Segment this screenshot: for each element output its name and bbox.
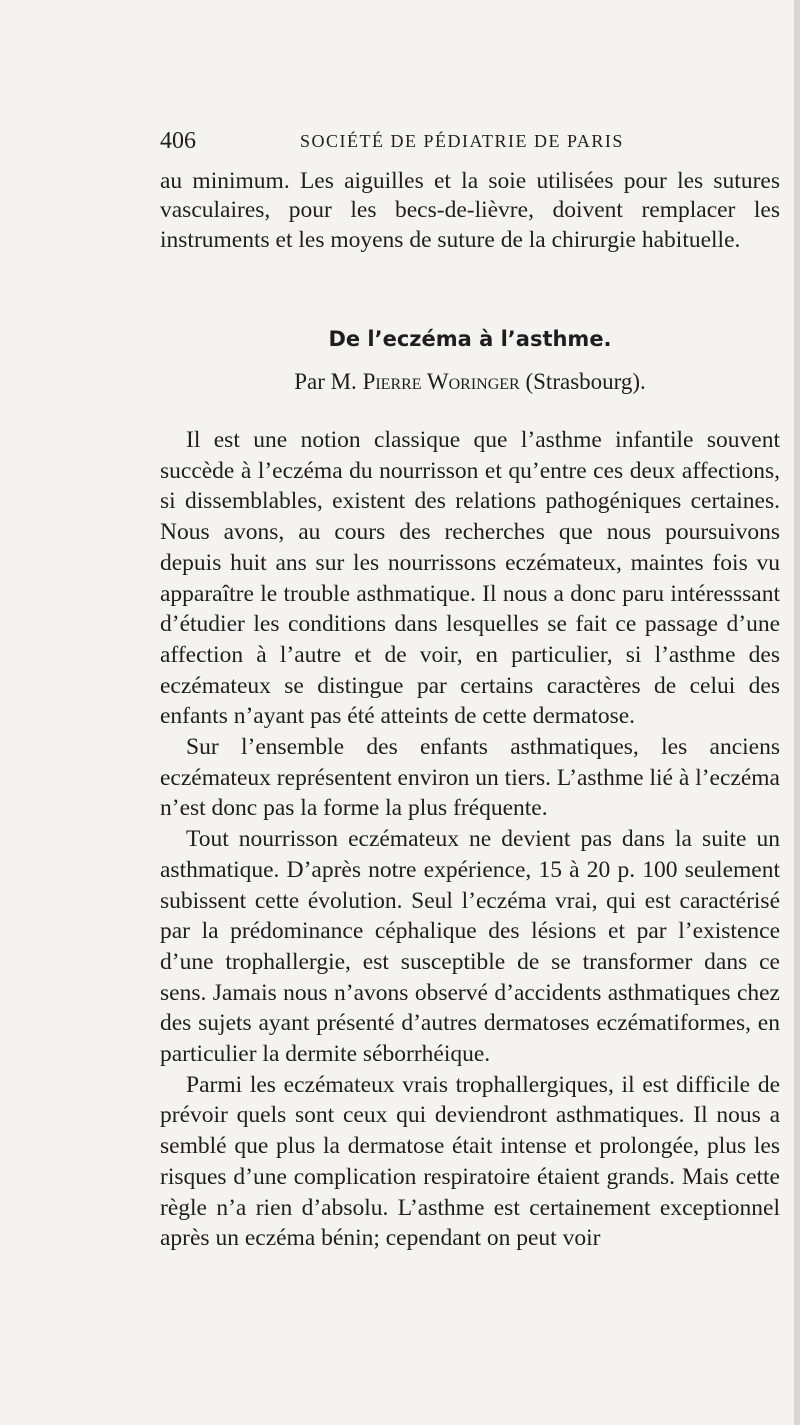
- paragraph: Tout nourrisson eczémateux ne devient pas dans la suite un asthmatique. D’après notre expérience, 15 à 20 p. 100 seulement subissent cette évolution. Seul l’eczéma vrai, qui est caractérisé par la prédominance céphalique des lésions et par l’existence d’une trophallergie, est susceptible de se transformer dans ce sens. Jamais nous n’avons observé d’accidents asthmatiques chez des sujets ayant présenté d’autres dermatoses eczématiformes, en particulier la dermite séborrhéique.: [160, 826, 780, 1068]
- paragraph: Parmi les eczémateux vrais trophallergiques, il est difficile de prévoir quels sont ceux qui deviendront asthmatiques. Il nous a semblé que plus la dermatose était intense et prolongée, plus les risques d’une complication respiratoire étaient grands. Mais cette règle n’a rien d’absolu. L’asthme est certainement exceptionnel après un eczéma bénin; cependant on peut voir: [160, 1071, 780, 1252]
- author-name: Pierre Woringer: [362, 369, 520, 394]
- article-body: [160, 425, 780, 1254]
- article-byline: [160, 367, 780, 397]
- paragraph: Il est une notion classique que l’asthme infantile souvent succède à l’eczéma du nourrisson et qu’entre ces deux affections, si dissemblables, existent des relations pathogéniques certaines. Nous avons, au cours des recherches que nous poursuivons depuis huit ans sur les nourrissons eczémateux, maintes fois vu apparaître le trouble asthmatique. Il nous a donc paru intéresssant d’étudier les conditions dans lesquelles se fait ce passage d’une affection à l’autre et de voir, en particulier, si l’asthme des eczémateux se distingue par certains caractères de celui des enfants n’ayant pas été atteints de cette dermatose.: [160, 427, 780, 730]
- previous-article-text: au minimum. Les aiguilles et la soie utilisées pour les sutures vasculaires, pour les becs-de-lièvre, doivent remplacer les instruments et les moyens de suture de la chirurgie habituelle.: [160, 168, 780, 253]
- byline-prefix: Par M.: [294, 369, 357, 394]
- running-title: SOCIÉTÉ DE PÉDIATRIE DE PARIS: [300, 131, 624, 151]
- page-header: [160, 126, 780, 156]
- article-title: De l’eczéma à l’asthme.: [328, 327, 612, 351]
- paragraph: Sur l’ensemble des enfants asthmatiques, les anciens eczémateux représentent environ un tiers. L’asthme lié à l’eczéma n’est donc pas la forme la plus fréquente.: [160, 734, 780, 822]
- page-edge: [794, 0, 800, 1425]
- page-number: 406: [160, 128, 196, 154]
- author-affiliation: (Strasbourg).: [525, 369, 646, 394]
